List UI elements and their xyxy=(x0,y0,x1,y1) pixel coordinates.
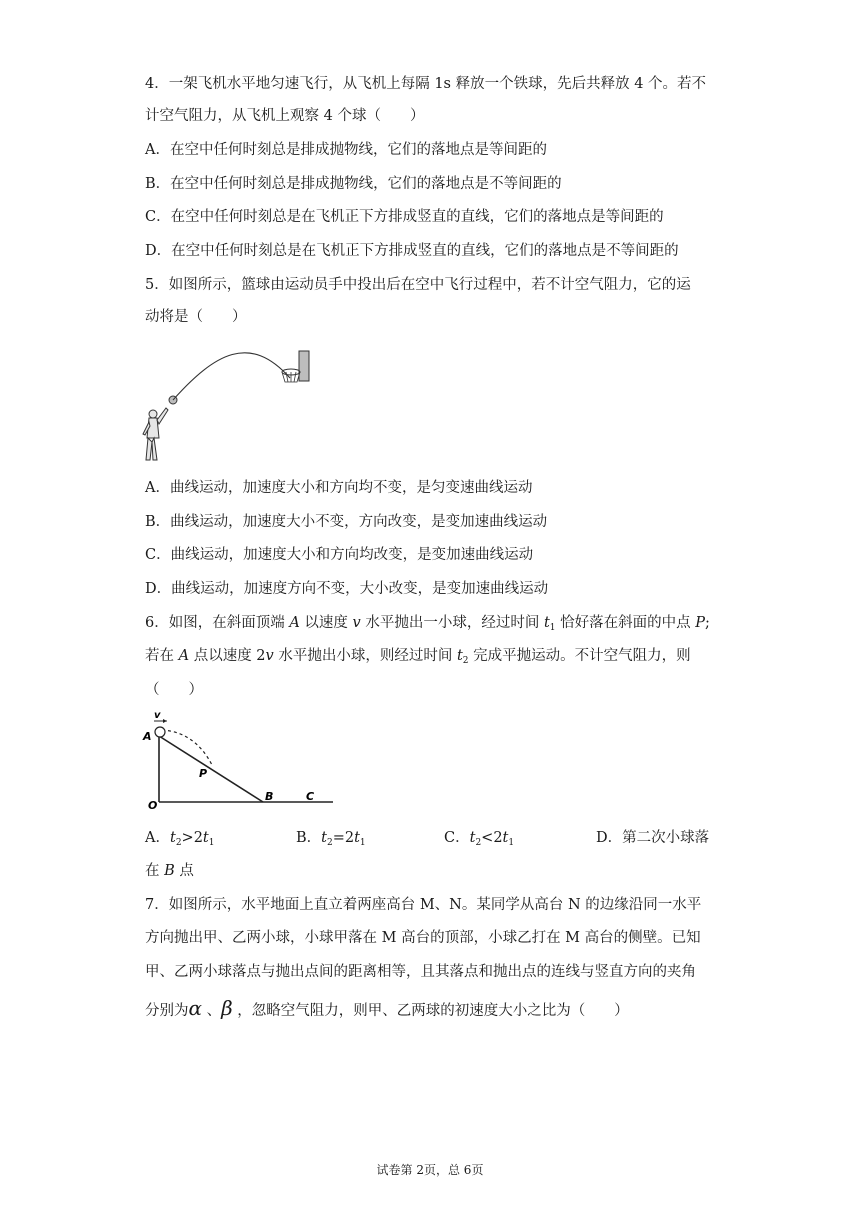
q4-option-c: C．在空中任何时刻总是在飞机正下方排成竖直的直线，它们的落地点是等间距的 xyxy=(145,209,664,225)
net xyxy=(282,372,300,382)
player-illustration xyxy=(143,408,168,460)
incline-figure xyxy=(140,710,340,810)
q5-line-1: 5．如图所示，篮球由运动员手中投出后在空中飞行过程中，若不计空气阻力，它的运 xyxy=(145,277,691,293)
q6-option-c: C．$t_2<2t_1$ xyxy=(444,830,515,848)
q6-option-b: B．$t_2=2t_1$ xyxy=(296,830,366,848)
q7-line-4: 分别为α 、β ，忽略空气阻力，则甲、乙两球的初速度大小之比为（ ） xyxy=(145,996,629,1020)
q6-line-1: 6．如图，在斜面顶端 A 以速度 v 水平抛出一小球，经过时间 $t_1$ 恰好落在斜面的中点 P; xyxy=(145,615,710,633)
label-c: C xyxy=(306,790,315,803)
q7-line-2: 方向抛出甲、乙两小球，小球甲落在 M 高台的顶部，小球乙打在 M 高台的侧壁。已知 xyxy=(145,930,701,946)
trajectory-curve xyxy=(173,353,290,400)
q5-line-2: 动将是（ ） xyxy=(145,309,247,325)
ball xyxy=(155,727,165,737)
q6-line-2: 若在 A 点以速度 2v 水平抛出小球，则经过时间 $t_2$ 完成平抛运动。不计空气阻力，则 xyxy=(145,648,691,666)
q6-line-3: （ ） xyxy=(145,682,203,698)
q4-line-2: 计空气阻力，从飞机上观察 4 个球（ ） xyxy=(145,108,425,124)
q7-line-3: 甲、乙两小球落点与抛出点间的距离相等，且其落点和抛出点的连线与竖直方向的夹角 xyxy=(145,964,696,980)
page-footer: 试卷第 2页，总 6页 xyxy=(376,1163,484,1177)
label-o: O xyxy=(148,799,158,810)
q4-line-1: 4．一架飞机水平地匀速飞行，从飞机上每隔 1s 释放一个铁球，先后共释放 4 个。若不 xyxy=(145,76,707,92)
q5-option-c: C．曲线运动，加速度大小和方向均改变，是变加速曲线运动 xyxy=(145,547,534,563)
label-p: P xyxy=(199,767,208,780)
label-v: v xyxy=(154,710,161,721)
q5-option-b: B．曲线运动，加速度大小不变，方向改变，是变加速曲线运动 xyxy=(145,514,548,530)
q5-option-d: D．曲线运动，加速度方向不变，大小改变，是变加速曲线运动 xyxy=(145,581,549,597)
label-a: A xyxy=(143,730,152,743)
q6-option-d: D．第二次小球落 xyxy=(596,830,710,846)
q4-option-d: D．在空中任何时刻总是在飞机正下方排成竖直的直线，它们的落地点是不等间距的 xyxy=(145,243,679,259)
basketball-figure xyxy=(140,338,320,468)
q6-option-a: A．$t_2>2t_1$ xyxy=(145,830,215,848)
q4-option-b: B．在空中任何时刻总是排成抛物线，它们的落地点是不等间距的 xyxy=(145,176,562,192)
backboard xyxy=(299,351,309,381)
q7-line-1: 7．如图所示，水平地面上直立着两座高台 M、N。某同学从高台 N 的边缘沿同一水平 xyxy=(145,897,702,913)
q5-option-a: A．曲线运动，加速度大小和方向均不变，是匀变速曲线运动 xyxy=(145,480,533,496)
q6-option-d-continued: 在 B 点 xyxy=(145,863,194,879)
dashed-trajectory xyxy=(162,730,212,765)
q4-option-a: A．在空中任何时刻总是排成抛物线，它们的落地点是等间距的 xyxy=(145,142,547,158)
label-b: B xyxy=(265,790,274,803)
